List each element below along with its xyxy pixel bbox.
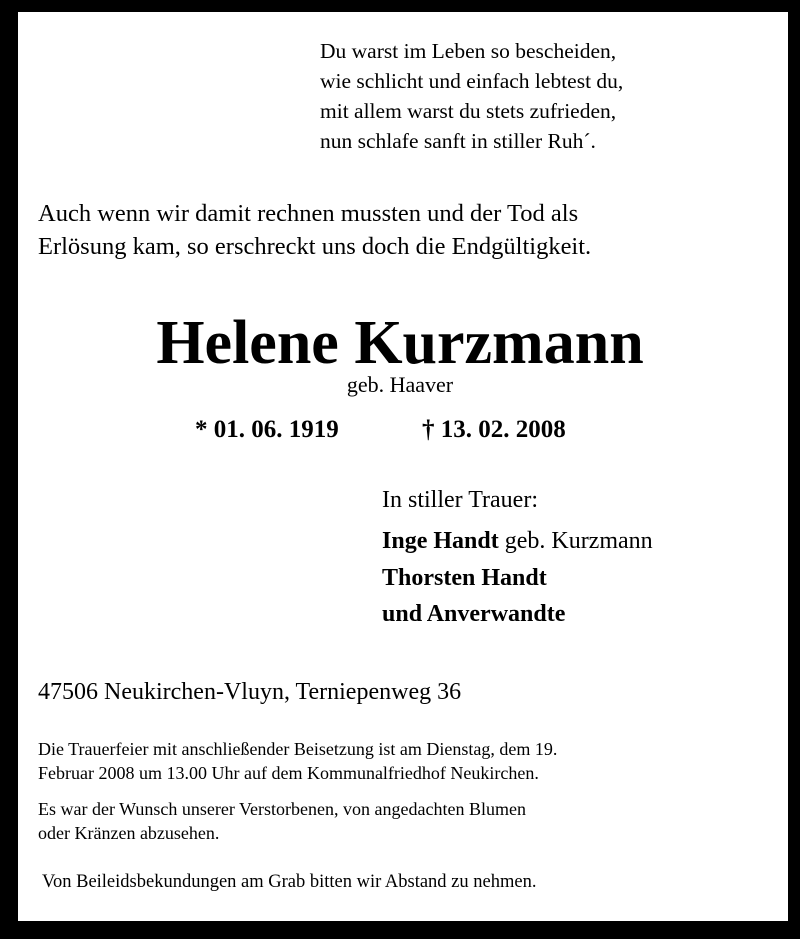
deceased-name: Helene Kurzmann: [156, 309, 644, 377]
ceremony-notice: [38, 737, 557, 785]
death-date: † 13. 02. 2008: [422, 416, 566, 443]
flowers-notice: [38, 797, 526, 845]
mourner-line: [382, 525, 653, 557]
ceremony-line: Februar 2008 um 13.00 Uhr auf dem Kommunalfriedhof Neukirchen.: [38, 763, 539, 783]
address: 47506 Neukirchen-Vluyn, Terniepenweg 36: [38, 679, 462, 705]
intro-line: Auch wenn wir damit rechnen mussten und der Tod als: [38, 200, 579, 227]
mourner-maiden: geb. Kurzmann: [498, 528, 653, 554]
flowers-line: Es war der Wunsch unserer Verstorbenen, von angedachten Blumen: [38, 799, 526, 819]
maiden-name: geb. Haaver: [346, 372, 454, 397]
condolence-notice: Von Beileidsbekundungen am Grab bitten wir Abstand zu nehmen.: [42, 872, 537, 892]
intro-text: [38, 197, 591, 263]
mourner-relatives: und Anverwandte: [382, 601, 566, 627]
ceremony-line: Die Trauerfeier mit anschließender Beisetzung ist am Dienstag, dem 19.: [38, 739, 558, 759]
poem-line: wie schlicht und einfach lebtest du,: [320, 69, 624, 93]
poem-line: nun schlafe sanft in stiller Ruh´.: [320, 129, 596, 153]
poem-verse: [320, 36, 623, 156]
mourner-name: Inge Handt: [382, 528, 499, 554]
poem-line: Du warst im Leben so bescheiden,: [320, 39, 617, 63]
mourning-heading: In stiller Trauer:: [382, 487, 538, 513]
birth-date: * 01. 06. 1919: [195, 416, 339, 443]
mourner-name: Thorsten Handt: [382, 565, 547, 591]
intro-line: Erlösung kam, so erschreckt uns doch die Endgültigkeit.: [38, 233, 592, 260]
flowers-line: oder Kränzen abzusehen.: [38, 823, 220, 843]
poem-line: mit allem warst du stets zufrieden,: [320, 99, 617, 123]
